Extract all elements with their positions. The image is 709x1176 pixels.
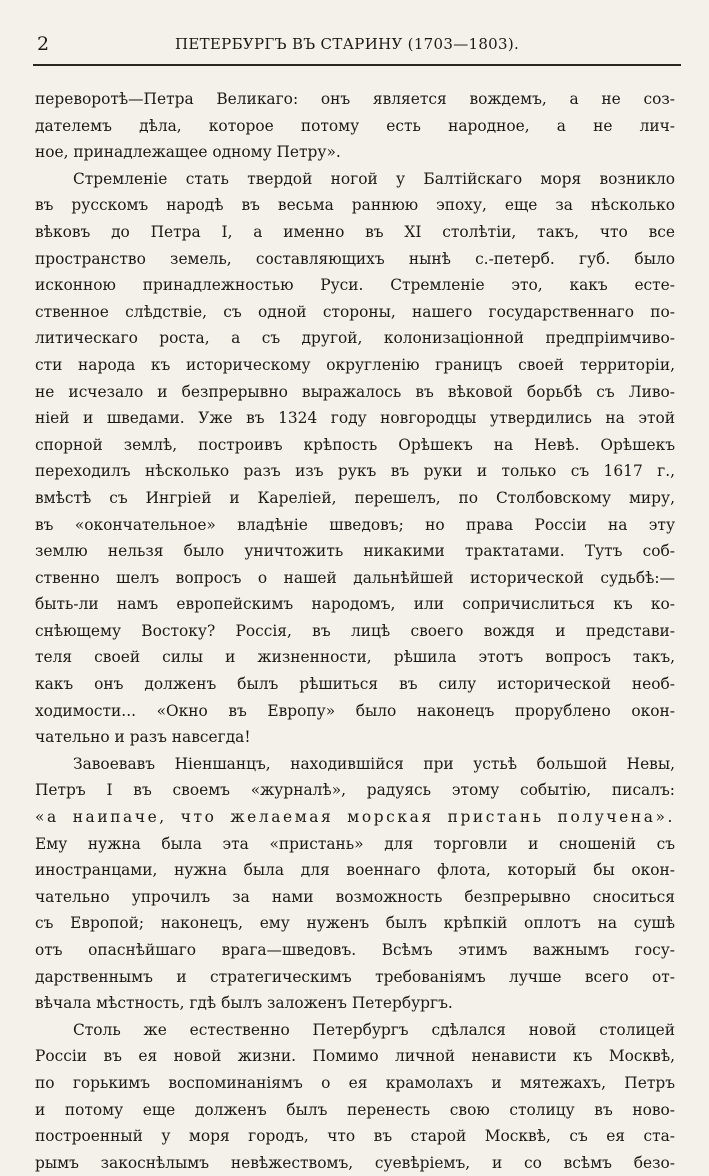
page-header [33, 27, 681, 61]
body-text [35, 86, 675, 1176]
text-line: ственное слѣдствіе, съ одной стороны, нашего государственнаго по- [35, 302, 675, 321]
running-title: ПЕТЕРБУРГЪ ВЪ СТАРИНУ (1703—1803). [175, 35, 520, 53]
text-line: иностранцами, нужна была для военнаго флота, который бы окон- [35, 861, 675, 880]
paragraph [35, 166, 675, 751]
text-line: отъ опаснѣйшаго врага—шведовъ. Всѣмъ этимъ важнымъ госу- [35, 941, 675, 959]
text-line: чательно и разъ навсегда! [35, 728, 251, 747]
text-line: быть-ли намъ европейскимъ народомъ, или сопричислиться къ ко- [35, 595, 675, 614]
paragraph [35, 86, 675, 166]
text-line: ное, принадлежащее одному Петру». [35, 143, 341, 162]
text-line: ственно шелъ вопросъ о нашей дальнѣйшей исторической судьбѣ:— [35, 568, 675, 587]
text-line: Россіи въ ея новой жизни. Помимо личной ненависти къ Москвѣ, [35, 1047, 675, 1066]
text-line: теля своей силы и жизненности, рѣшила этотъ вопросъ такъ, [35, 648, 675, 667]
text-line: дателемъ дѣла, которое потому есть народное, а не лич- [35, 116, 675, 135]
text-line: вѣчала мѣстность, гдѣ былъ заложенъ Петербургъ. [35, 994, 453, 1013]
text-line: чательно упрочилъ за нами возможность безпрерывно сноситься [35, 887, 675, 906]
text-line: Столь же естественно Петербургъ сдѣлался новой столицей [73, 1020, 675, 1039]
text-line: Петръ I въ своемъ «журналѣ», радуясь этому событію, писалъ: [35, 781, 675, 800]
text-line: ходимости... «Окно въ Европу» было наконецъ прорублено окон- [35, 701, 675, 720]
text-line: въ русскомъ народѣ въ весьма раннюю эпоху, еще за нѣсколько [35, 196, 675, 215]
text-line: и потому еще долженъ былъ перенесть свою столицу въ ново- [35, 1100, 675, 1119]
header-rule [33, 64, 681, 66]
page-number: 2 [37, 33, 50, 55]
text-line: съ Европой; наконецъ, ему нуженъ былъ крѣпкій оплотъ на сушѣ [35, 914, 675, 933]
text-line: по горькимъ воспоминаніямъ о ея крамолахъ и мятежахъ, Петръ [35, 1073, 675, 1092]
text-line: землю нельзя было уничтожить никакими трактатами. Тутъ соб- [35, 542, 675, 561]
text-line: переворотѣ—Петра Великаго: онъ является вождемъ, а не соз- [35, 90, 675, 108]
text-line: исконною принадлежностью Руси. Стремленіе это, какъ есте- [35, 276, 675, 295]
text-line: литическаго роста, а съ другой, колонизаціонной предпріимчиво- [35, 329, 675, 348]
text-line: какъ онъ долженъ былъ рѣшиться въ силу исторической необ- [35, 675, 675, 694]
text-line: Стремленіе стать твердой ногой у Балтійскаго моря возникло [73, 169, 675, 188]
text-line: въ «окончательное» владѣніе шведовъ; но права Россіи на эту [35, 515, 675, 534]
text-line: «а наипаче, что желаемая морская пристань получена». [35, 808, 675, 827]
text-line: не исчезало и безпрерывно выражалось въ вѣковой борьбѣ съ Ливо- [35, 382, 675, 401]
text-line: построенный у моря городъ, что въ старой Москвѣ, съ ея ста- [35, 1127, 675, 1146]
text-line: дарственнымъ и стратегическимъ требованіямъ лучше всего от- [35, 967, 675, 986]
text-line: снѣющему Востоку? Россія, въ лицѣ своего вождя и представи- [35, 621, 675, 640]
paragraph [35, 751, 675, 1017]
text-line: рымъ закоснѣлымъ невѣжествомъ, суевѣріемъ, и со всѣмъ безо- [35, 1153, 675, 1172]
text-line: спорной землѣ, построивъ крѣпость Орѣшекъ на Невѣ. Орѣшекъ [35, 435, 675, 454]
text-line: Завоевавъ Ніеншанцъ, находившійся при устьѣ большой Невы, [73, 754, 675, 773]
text-line: Ему нужна была эта «пристань» для торговли и сношеній съ [35, 834, 675, 853]
text-line: переходилъ нѣсколько разъ изъ рукъ въ руки и только съ 1617 г., [35, 462, 675, 481]
text-line: ніей и шведами. Уже въ 1324 году новгородцы утвердились на этой [35, 409, 675, 428]
text-line: сти народа къ историческому округленію границъ своей территоріи, [35, 355, 675, 374]
text-line: вѣковъ до Петра I, а именно въ XI столѣтіи, такъ, что все [35, 222, 675, 241]
paragraph [35, 1017, 675, 1176]
text-line: вмѣстѣ съ Ингріей и Кареліей, перешелъ, по Столбовскому миру, [35, 488, 675, 507]
text-line: пространство земель, составляющихъ нынѣ с.-петерб. губ. было [35, 249, 675, 268]
